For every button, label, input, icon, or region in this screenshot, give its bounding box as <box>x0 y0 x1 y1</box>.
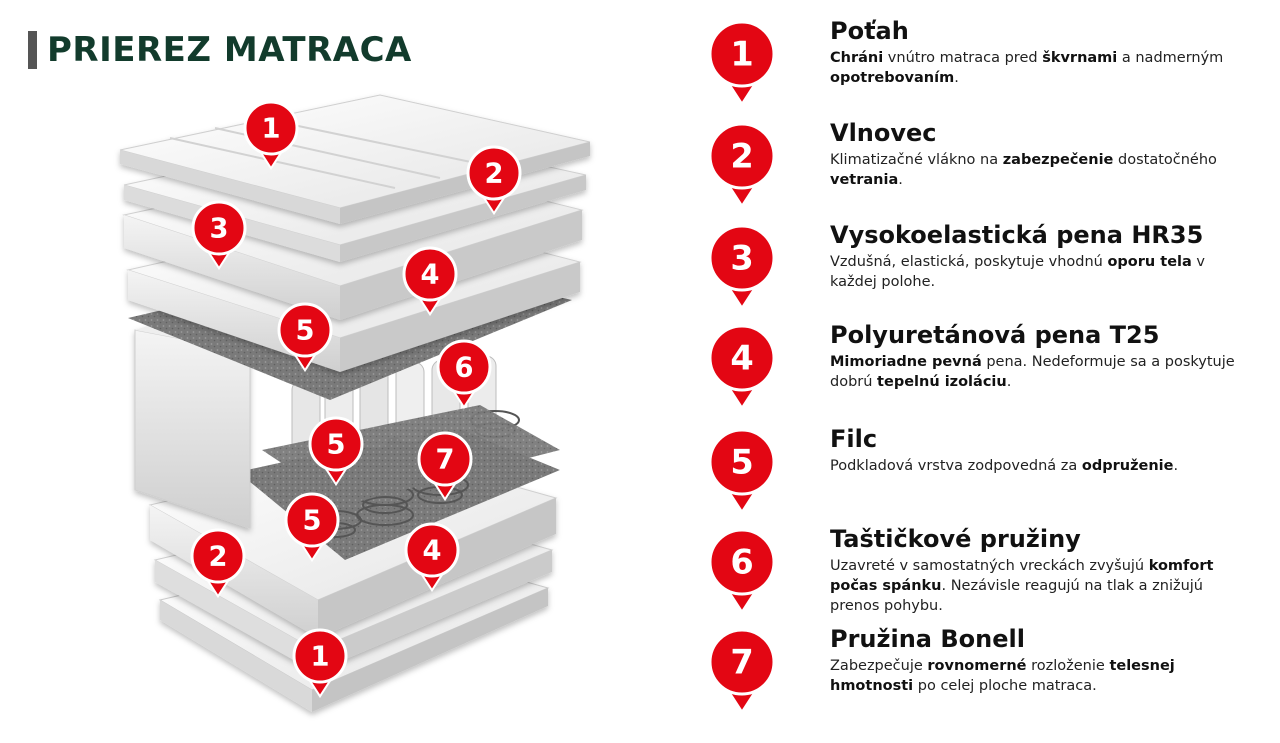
legend-title: Pružina Bonell <box>830 625 1025 653</box>
legend-description-bold: rovnomerné <box>927 658 1027 674</box>
pin-number: 4 <box>422 535 442 567</box>
legend-description-text: Vzdušná, elastická, poskytuje vhodnú <box>830 254 1108 270</box>
legend-description-bold: vetrania <box>830 172 899 188</box>
legend-description <box>830 48 1250 88</box>
pin-number: 5 <box>295 315 315 347</box>
legend-description-text: Zabezpečuje <box>830 658 928 674</box>
legend-description-text: po celej ploche matraca. <box>913 678 1097 694</box>
legend-marker-2 <box>706 118 778 214</box>
pin-number: 2 <box>730 136 754 176</box>
legend-title: Poťah <box>830 17 909 45</box>
legend-marker-3 <box>706 220 778 316</box>
pin-number: 1 <box>310 641 330 673</box>
legend-description-bold: zabezpečenie <box>1002 152 1114 168</box>
legend-pin-badge <box>710 630 774 712</box>
legend-marker-5 <box>706 424 778 520</box>
legend-description-bold: Mimoriadne pevná <box>830 354 982 370</box>
legend-description-text: Podkladová vrstva zodpovedná za <box>830 458 1082 474</box>
legend-pin-badge <box>710 430 774 512</box>
legend-description-text: . <box>898 172 903 188</box>
pin-number: 6 <box>454 352 474 384</box>
legend-description-bold: opotrebovaním <box>830 70 955 86</box>
legend-description-text: . <box>1006 374 1012 390</box>
pin-number: 4 <box>730 338 754 378</box>
legend-pin-badge <box>710 530 774 612</box>
legend-description-bold: tepelnú izoláciu <box>877 374 1007 390</box>
pin-number: 3 <box>209 213 229 245</box>
legend-description-text: . <box>954 70 959 86</box>
pin-number: 5 <box>302 505 322 537</box>
legend-text <box>830 524 1250 616</box>
legend-pin-badge <box>710 124 774 206</box>
legend-title: Vysokoelastická pena HR35 <box>830 221 1204 249</box>
pin-number: 5 <box>730 442 754 482</box>
pin-number: 4 <box>420 259 440 291</box>
legend-description-bold: škvrnami <box>1042 50 1118 66</box>
legend-pin-badge <box>710 226 774 308</box>
legend-description-text: Klimatizačné vlákno na <box>830 152 1003 168</box>
legend-description-bold: Chráni <box>830 50 884 66</box>
legend-marker-6 <box>706 524 778 620</box>
pin-number: 5 <box>326 429 346 461</box>
legend-description <box>830 352 1250 392</box>
pin-number: 6 <box>730 542 754 582</box>
legend-description-text: a nadmerným <box>1117 50 1224 66</box>
pin-number: 2 <box>208 541 228 573</box>
legend-title: Filc <box>830 425 878 453</box>
pin-number: 3 <box>730 238 754 278</box>
legend-description <box>830 656 1250 696</box>
legend-pin-badge <box>710 326 774 408</box>
legend-marker-1 <box>706 16 778 112</box>
pin-number: 7 <box>435 444 455 476</box>
legend-description-bold: odpruženie <box>1081 458 1174 474</box>
legend-description-text: rozloženie <box>1026 658 1110 674</box>
legend-title: Vlnovec <box>830 119 937 147</box>
pin-number: 1 <box>261 113 281 145</box>
legend-description-text: dostatočného <box>1113 152 1217 168</box>
legend-description-bold: telesnej hmotnosti <box>830 658 1175 694</box>
legend-marker-4 <box>706 320 778 416</box>
legend-marker-7 <box>706 624 778 720</box>
legend-description <box>830 150 1250 190</box>
legend-pin-badge <box>710 22 774 104</box>
pin-number: 1 <box>730 34 754 74</box>
legend-description-text: . Nezávisle reagujú na tlak a znižujú prenos pohybu. <box>830 578 1203 614</box>
legend-description-text: . <box>1173 458 1179 474</box>
legend-description <box>830 556 1250 616</box>
legend-description-text: Uzavreté v samostatných vreckách zvyšujú <box>830 558 1149 574</box>
page-title: PRIEREZ MATRACA <box>47 30 412 70</box>
pin-number: 7 <box>730 642 754 682</box>
legend-text <box>830 424 1250 476</box>
legend-description-text: pena. Nedeformuje sa a poskytuje dobrú <box>830 354 1235 390</box>
legend-title: Taštičkové pružiny <box>830 525 1081 553</box>
legend-text <box>830 220 1250 292</box>
pin-number: 2 <box>484 158 504 190</box>
legend-description-bold: komfort počas spánku <box>830 558 1214 594</box>
legend-description-bold: oporu tela <box>1107 254 1192 270</box>
legend-description-text: v každej polohe. <box>830 254 1206 290</box>
legend-description-text: vnútro matraca pred <box>883 50 1043 66</box>
legend-text <box>830 624 1250 696</box>
legend-text <box>830 118 1250 190</box>
legend-title: Polyuretánová pena T25 <box>830 321 1160 349</box>
legend-description <box>830 456 1250 476</box>
legend-text <box>830 320 1250 392</box>
legend-description <box>830 252 1250 292</box>
legend-text <box>830 16 1250 88</box>
